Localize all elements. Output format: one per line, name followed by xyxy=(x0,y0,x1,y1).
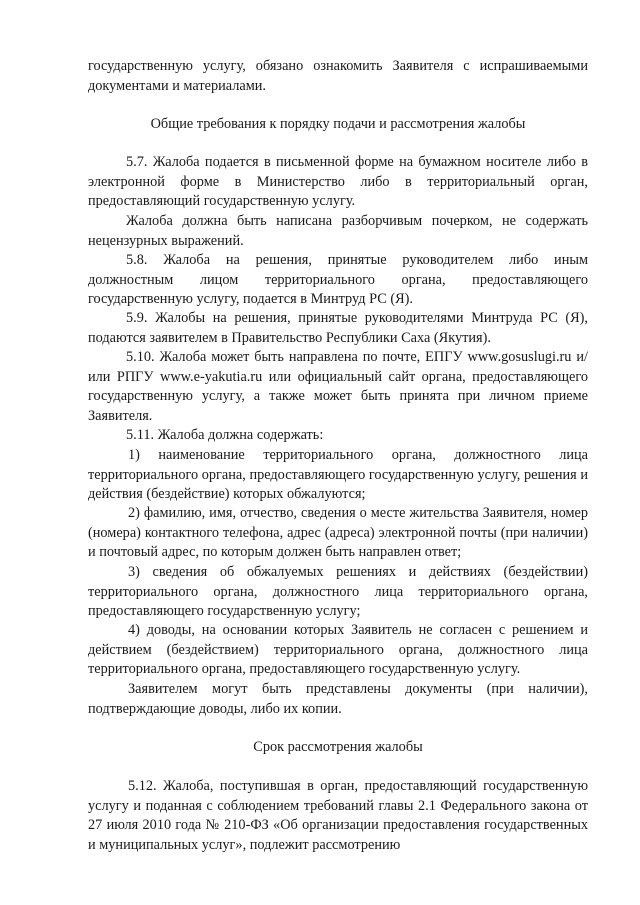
section-heading-review-period: Срок рассмотрения жалобы xyxy=(253,739,423,755)
paragraph-5-7-handwriting: Жалоба должна быть написана разборчивым почерком, не содержать нецензурных выражений. xyxy=(88,213,588,249)
list-item-1: 1) наименование территориального органа, должностного лица территориального органа, предоставляющего государственную услугу, решения и действия (бездействие) которых обжалуются; xyxy=(88,447,588,503)
paragraph-5-11: 5.11. Жалоба должна содержать: xyxy=(126,427,324,443)
list-item-3: 3) сведения об обжалуемых решениях и действиях (бездействии) территориального органа, должностного лица территориального органа, предоставляющего государственную услугу; xyxy=(88,564,588,620)
paragraph-5-8: 5.8. Жалоба на решения, принятые руководителем либо иным должностным лицом территориального органа, предоставляющего государственную услугу, подается в Минтруд РС (Я). xyxy=(88,252,588,308)
paragraph-5-7: 5.7. Жалоба подается в письменной форме на бумажном носителе либо в электронной форме в Министерство либо в территориальный орган, предоставляющий государственную услугу. xyxy=(88,154,588,210)
paragraph-intro: государственную услугу, обязано ознакомить Заявителя с испрашиваемыми документами и материалами. xyxy=(88,58,588,94)
paragraph-documents: Заявителем могут быть представлены документы (при наличии), подтверждающие доводы, либо их копии. xyxy=(88,681,588,717)
paragraph-5-12: 5.12. Жалоба, поступившая в орган, предоставляющий государственную услугу и поданная с соблюдением требований главы 2.1 Федерального закона от 27 июля 2010 года № 210-ФЗ «Об организации предоставления государственных и муниципальных услуг», подлежит рассмотрению xyxy=(88,778,588,853)
section-heading-general-requirements: Общие требования к порядку подачи и рассмотрения жалобы xyxy=(150,116,526,132)
list-item-2: 2) фамилию, имя, отчество, сведения о месте жительства Заявителя, номер (номера) контактного телефона, адрес (адреса) электронной почты (при наличии) и почтовый адрес, по которым должен быть направлен ответ; xyxy=(88,505,588,561)
paragraph-5-10: 5.10. Жалоба может быть направлена по почте, ЕПГУ www.gosuslugi.ru и/или РПГУ www.e-yakutia.ru или официальный сайт органа, предоставляющего государственную услугу, а также может быть принята при личном приеме Заявителя. xyxy=(88,349,588,424)
paragraph-5-9: 5.9. Жалобы на решения, принятые руководителями Минтруда РС (Я), подаются заявителем в Правительство Республики Саха (Якутия). xyxy=(88,310,588,346)
list-item-4: 4) доводы, на основании которых Заявитель не согласен с решением и действием (бездействием) территориального органа, должностного лица территориального органа, предоставляющего государственную услугу. xyxy=(88,622,588,678)
